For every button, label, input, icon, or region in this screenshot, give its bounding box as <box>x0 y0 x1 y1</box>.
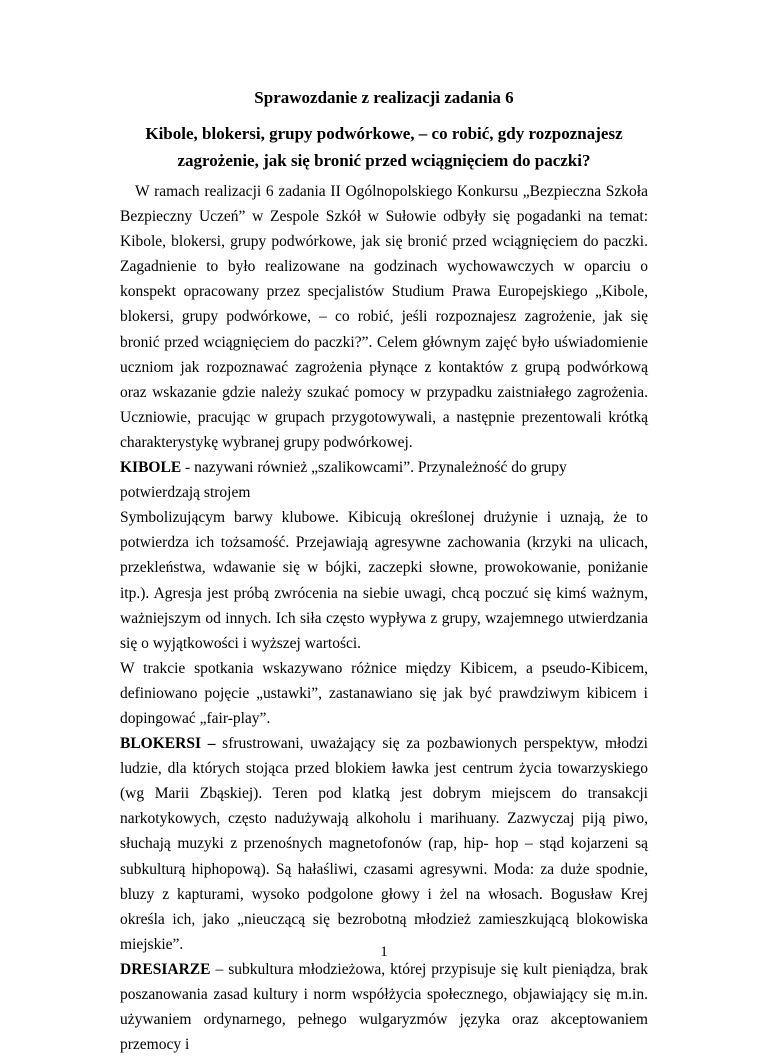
kibole-term: KIBOLE <box>120 459 182 477</box>
topic-title-line-1: Kibole, blokersi, grupy podwórkowe, – co robić, gdy rozpoznajesz <box>145 124 623 143</box>
dresiarze-text: – subkultura młodzieżowa, której przypisuje się kult pieniądza, brak poszanowania zasad kultury i norm współżycia społecznego, objawiający się m.in. używaniem ordynarnego, pełnego wulgaryzmów języka oraz akceptowaniem przemocy i <box>120 960 648 1054</box>
dresiarze-paragraph <box>120 957 648 1057</box>
blokersi-paragraph <box>120 731 648 957</box>
dresiarze-term: DRESIARZE <box>120 960 211 978</box>
page-number: 1 <box>380 944 388 960</box>
intro-paragraph: W ramach realizacji 6 zadania II Ogólnopolskiego Konkursu „Bezpieczna Szkoła Bezpieczny Uczeń” w Zespole Szkół w Sułowie odbyły się pogadanki na temat: Kibole, blokersi, grupy podwórkowe, jak się bronić przed wciągnięciem do paczki. Zagadnienie to było realizowane na godzinach wychowawczych w oparciu o konspekt opracowany przez specjalistów Studium Prawa Europejskiego „Kibole, blokersi, grupy podwórkowe, – co robić, jeśli rozpoznajesz zagrożenie, jak się bronić przed wciągnięciem do paczki?”. Celem głównym zajęć było uświadomienie uczniom jak rozpoznawać zagrożenia płynące z kontaktów z grupą podwórkową oraz wskazanie gdzie należy szukać pomocy w przypadku zaistniałego zagrożenia. Uczniowie, pracując w grupach przygotowywali, a następnie prezentowali krótką charakterystykę wybranej grupy podwórkowej. <box>120 183 648 451</box>
kibole-paragraph: Symbolizującym barwy klubowe. Kibicują określonej drużynie i uznają, że to potwierdza ich tożsamość. Przejawiają agresywne zachowania (krzyki na ulicach, przekleństwa, wdawanie się w bójki, zaczepki słowne, prowokowanie, poniżanie itp.). Agresja jest próbą zwrócenia na siebie uwagi, chcą poczuć się kimś ważnym, ważniejszym od innych. Ich siła często wypływa z grupy, wzajemnego utwierdzania się o wyjątkowości i wyższej wartości. <box>120 509 648 652</box>
meeting-paragraph: W trakcie spotkania wskazywano różnice między Kibicem, a pseudo-Kibicem, definiowano pojęcie „ustawki”, zastanawiano się jak być prawdziwym kibicem i dopingować „fair-play”. <box>120 659 648 727</box>
kibole-paragraph-first-line <box>120 455 648 505</box>
kibole-line-1: - nazywani również „szalikowcami”. Przynależność do grupy potwierdzają strojem <box>120 459 567 502</box>
blokersi-text: sfrustrowani, uważający się za pozbawionych perspektyw, młodzi ludzie, dla których stojąca przed blokiem ławka jest centrum życia towarzyskiego (wg Marii Zbąskiej). Teren pod klatką jest dobrym miejscem do transakcji narkotykowych, często nadużywają alkoholu i marihuany. Zazwyczaj piją piwo, słuchają muzyki z przenośnych magnetofonów (rap, hip- hop – stąd kojarzeni są subkulturą hiphopową). Są hałaśliwi, czasami agresywni. Moda: za duże spodnie, bluzy z kapturami, wysoko podgolone głowy i żel na włosach. Bogusław Krej określa ich, jako „nieuczącą się bezrobotną młodzież zamieszkującą blokowiska miejskie”. <box>120 735 648 953</box>
report-title: Sprawozdanie z realizacji zadania 6 <box>254 88 514 107</box>
blokersi-term: BLOKERSI – <box>120 735 216 753</box>
document-body <box>120 179 648 1057</box>
topic-title-line-2: zagrożenie, jak się bronić przed wciągnięciem do paczki? <box>177 151 591 170</box>
